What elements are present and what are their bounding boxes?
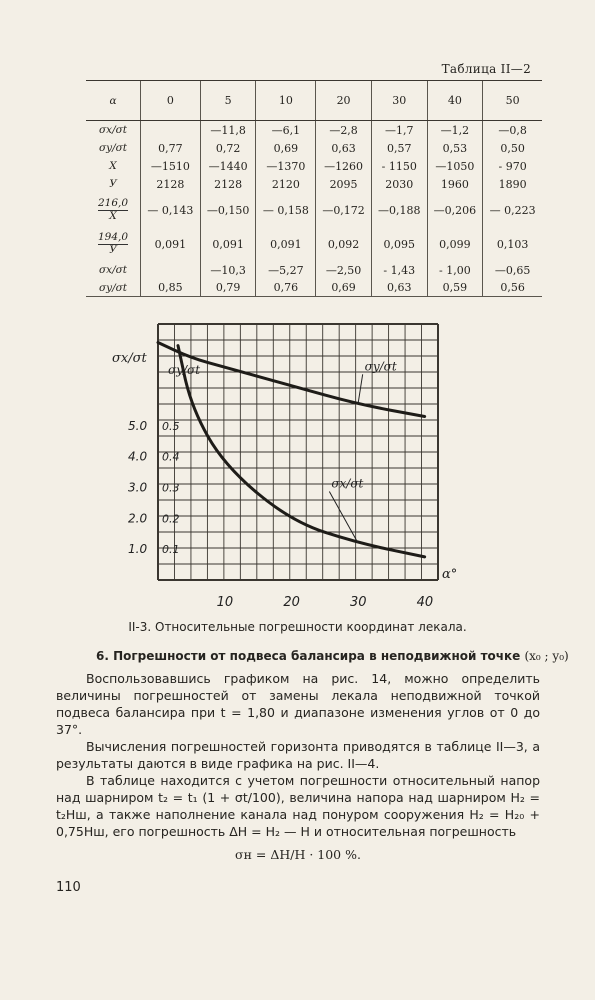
table-row bbox=[86, 227, 542, 261]
y-tick-inner: 0.3 bbox=[162, 481, 180, 495]
table-cell: 0,091 bbox=[256, 227, 316, 261]
table-cell: —0,188 bbox=[371, 193, 427, 227]
table-cell: - 1,43 bbox=[371, 261, 427, 279]
table-cell: —5,27 bbox=[256, 261, 316, 279]
table-cell: 0,72 bbox=[200, 139, 256, 157]
table-cell: 0,099 bbox=[427, 227, 483, 261]
table-cell: —11,8 bbox=[200, 121, 256, 139]
table-col-header: 20 bbox=[316, 81, 372, 121]
table-col-header: 50 bbox=[483, 81, 542, 121]
table-cell: 0,091 bbox=[200, 227, 256, 261]
series-leader bbox=[358, 374, 363, 404]
table-cell: 2030 bbox=[371, 175, 427, 193]
table-cell bbox=[141, 261, 201, 279]
table-cell: 0,53 bbox=[427, 139, 483, 157]
row-label: σx/σt bbox=[98, 264, 127, 276]
series-line bbox=[158, 343, 425, 417]
data-table bbox=[86, 80, 542, 297]
x-axis-label: α° bbox=[442, 567, 458, 582]
row-label: σx/σt bbox=[98, 124, 127, 137]
section-title bbox=[96, 649, 569, 663]
table-cell: —0,65 bbox=[483, 261, 542, 279]
paragraph: В таблице находится с учетом погрешности относительный напор над шарниром t₂ = t₁ (1 + σt/100), величина напора над шарниром H₂ = t₂Hш, а также наполнение канала над понуром сооружения H₂ = H₂₀ + 0,75Hш, его погрешность ΔH = H₂ — H и относительная погрешность bbox=[56, 773, 540, 839]
table-row bbox=[86, 261, 542, 279]
table-col-header: 10 bbox=[256, 81, 316, 121]
table-col-header: 30 bbox=[371, 81, 427, 121]
table-cell: 2128 bbox=[200, 175, 256, 193]
table-cell: —1370 bbox=[256, 157, 316, 175]
table-col-header: 40 bbox=[427, 81, 483, 121]
table-cell: 0,63 bbox=[371, 279, 427, 297]
table-cell: 0,79 bbox=[200, 279, 256, 297]
table-cell: —1260 bbox=[316, 157, 372, 175]
table-cell: —1510 bbox=[141, 157, 201, 175]
table-cell: 0,103 bbox=[483, 227, 542, 261]
y-tick-outer: 3.0 bbox=[128, 480, 148, 495]
table-header-label: α bbox=[86, 81, 141, 121]
table-cell bbox=[141, 121, 201, 139]
table-cell: 2128 bbox=[141, 175, 201, 193]
table-row bbox=[86, 175, 542, 193]
table-cell: 1890 bbox=[483, 175, 542, 193]
body-text bbox=[56, 670, 540, 863]
table-cell: 0,57 bbox=[371, 139, 427, 157]
series-line bbox=[178, 346, 425, 557]
table-cell: 0,85 bbox=[141, 279, 201, 297]
table-cell: 0,76 bbox=[256, 279, 316, 297]
y-tick-inner: 0.4 bbox=[162, 450, 180, 464]
table-row bbox=[86, 193, 542, 227]
y-tick-outer: 2.0 bbox=[128, 511, 148, 526]
table-cell: 0,095 bbox=[371, 227, 427, 261]
table-cell: 2120 bbox=[256, 175, 316, 193]
table-cell: —0,150 bbox=[200, 193, 256, 227]
x-tick: 30 bbox=[350, 595, 367, 610]
y-tick-outer: 4.0 bbox=[128, 449, 148, 464]
table-header-row bbox=[86, 81, 542, 121]
table-row bbox=[86, 139, 542, 157]
table-cell: —6,1 bbox=[256, 121, 316, 139]
table-cell: 0,56 bbox=[483, 279, 542, 297]
table-row bbox=[86, 121, 542, 139]
table-cell: —0,172 bbox=[316, 193, 372, 227]
x-tick: 40 bbox=[416, 595, 434, 610]
table-cell: - 1150 bbox=[371, 157, 427, 175]
table-caption: Таблица II—2 bbox=[441, 62, 531, 76]
table-cell: 0,091 bbox=[141, 227, 201, 261]
section-title-sub: (x₀ ; y₀) bbox=[524, 649, 569, 663]
table-cell: —0,8 bbox=[483, 121, 542, 139]
row-label: X bbox=[109, 160, 117, 172]
y-tick-inner: 0.2 bbox=[162, 512, 180, 526]
table-cell: 0,69 bbox=[316, 279, 372, 297]
figure-caption: II-3. Относительные погрешности координат лекала. bbox=[128, 620, 467, 634]
table-cell: 1960 bbox=[427, 175, 483, 193]
table-cell: — 0,143 bbox=[141, 193, 201, 227]
table-cell: 0,77 bbox=[141, 139, 201, 157]
series-label: σx/σt bbox=[331, 476, 364, 491]
table-cell: —1,2 bbox=[427, 121, 483, 139]
series-label: σy/σt bbox=[364, 359, 397, 374]
y-axis-label-inner: σy/σt bbox=[168, 363, 201, 377]
table-cell: —2,50 bbox=[316, 261, 372, 279]
table-cell: - 970 bbox=[483, 157, 542, 175]
paragraph: Воспользовавшись графиком на рис. 14, можно определить величины погрешностей от замены лекала неподвижной точкой подвеса балансира при t = 1,80 и диапазоне изменения углов от 0 до 37°. bbox=[56, 671, 540, 737]
table-cell: —10,3 bbox=[200, 261, 256, 279]
table-col-header: 5 bbox=[200, 81, 256, 121]
y-tick-outer: 1.0 bbox=[128, 542, 148, 557]
y-tick-inner: 0.1 bbox=[162, 543, 180, 557]
y-tick-inner: 0.5 bbox=[162, 419, 180, 433]
table-cell: — 0,223 bbox=[483, 193, 542, 227]
table-col-header: 0 bbox=[141, 81, 201, 121]
table-cell: 0,092 bbox=[316, 227, 372, 261]
x-tick: 10 bbox=[216, 595, 234, 610]
y-tick-outer: 5.0 bbox=[128, 418, 148, 433]
table-cell: 0,69 bbox=[256, 139, 316, 157]
table-cell: —1440 bbox=[200, 157, 256, 175]
table-cell: —0,206 bbox=[427, 193, 483, 227]
page-number: 110 bbox=[56, 880, 81, 895]
x-tick: 20 bbox=[283, 595, 300, 610]
table-cell: 0,59 bbox=[427, 279, 483, 297]
table-cell: —1,7 bbox=[371, 121, 427, 139]
table-row bbox=[86, 279, 542, 297]
table-cell: 0,63 bbox=[316, 139, 372, 157]
table-cell: —1050 bbox=[427, 157, 483, 175]
row-label: $\frac{216,0}{X}$ bbox=[97, 197, 129, 222]
formula: σн = ΔH/H · 100 %. bbox=[235, 847, 361, 862]
table-cell: —2,8 bbox=[316, 121, 372, 139]
row-label: $\frac{194,0}{У}$ bbox=[97, 231, 129, 256]
row-label: σy/σt bbox=[98, 142, 128, 154]
y-axis-label-outer: σx/σt bbox=[112, 351, 147, 366]
table-cell: 0,50 bbox=[483, 139, 542, 157]
table-cell: 2095 bbox=[316, 175, 372, 193]
row-label: σy/σt bbox=[86, 279, 141, 297]
error-chart bbox=[108, 318, 458, 618]
table-cell: — 0,158 bbox=[256, 193, 316, 227]
row-label: У bbox=[109, 178, 117, 190]
table-cell: - 1,00 bbox=[427, 261, 483, 279]
table-row bbox=[86, 157, 542, 175]
section-title-text: 6. Погрешности от подвеса балансира в неподвижной точке bbox=[96, 649, 521, 663]
paragraph: Вычисления погрешностей горизонта приводятся в таблице II—3, а результаты даются в виде графика на рис. II—4. bbox=[56, 739, 540, 771]
